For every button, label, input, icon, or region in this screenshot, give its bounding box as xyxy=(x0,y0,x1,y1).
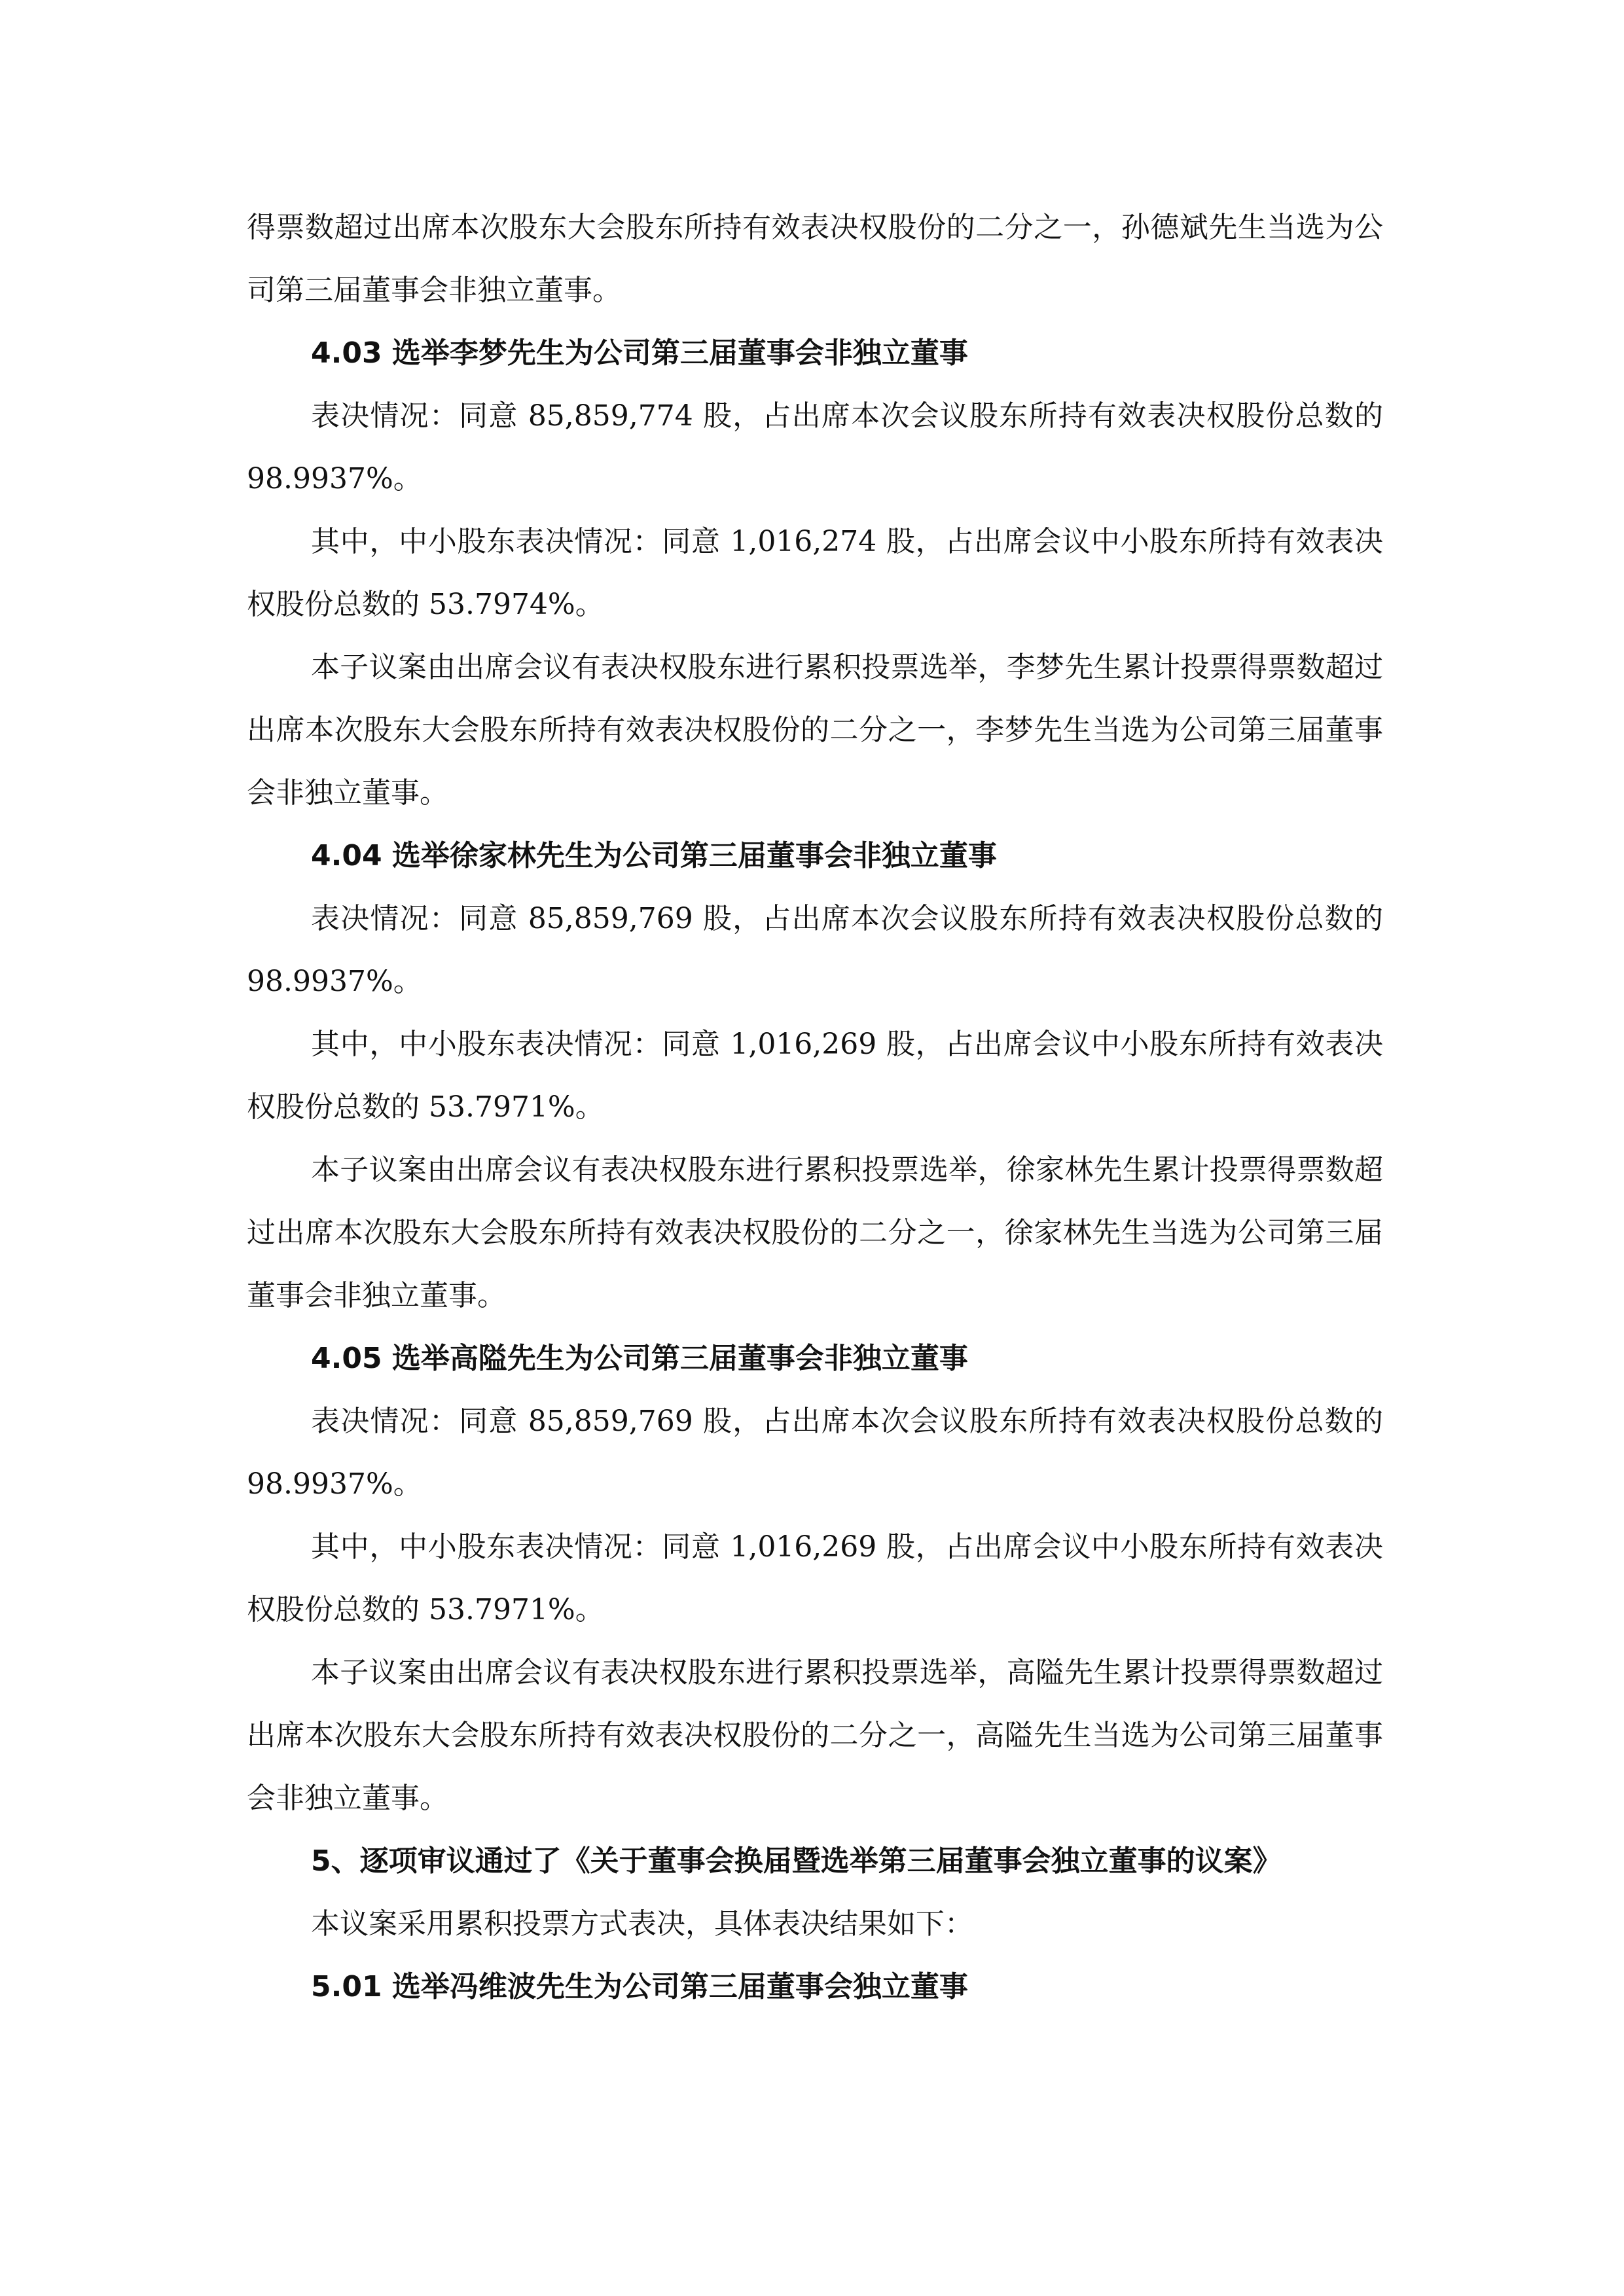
paragraph-minority-vote: 其中，中小股东表决情况：同意 1,016,274 股，占出席会议中小股东所持有效表决权股份总数的 53.7974%。 xyxy=(247,525,1383,621)
paragraph-vote-result: 表决情况：同意 85,859,769 股，占出席本次会议股东所持有效表决权股份总数的 98.9937%。 xyxy=(247,902,1383,998)
paragraph-minority-vote: 其中，中小股东表决情况：同意 1,016,269 股，占出席会议中小股东所持有效表决权股份总数的 53.7971%。 xyxy=(247,1530,1383,1626)
paragraph-election-result: 本子议案由出席会议有表决权股东进行累积投票选举，徐家林先生累计投票得票数超过出席本次股东大会股东所持有效表决权股份的二分之一，徐家林先生当选为公司第三届董事会非独立董事。 xyxy=(247,1153,1383,1312)
heading-4-04: 4.04 选举徐家林先生为公司第三届董事会非独立董事 xyxy=(311,839,997,872)
paragraph-election-result: 本子议案由出席会议有表决权股东进行累积投票选举，高隘先生累计投票得票数超过出席本次股东大会股东所持有效表决权股份的二分之一，高隘先生当选为公司第三届董事会非独立董事。 xyxy=(247,1656,1383,1815)
heading-4-05: 4.05 选举高隘先生为公司第三届董事会非独立董事 xyxy=(311,1342,968,1375)
paragraph-minority-vote: 其中，中小股东表决情况：同意 1,016,269 股，占出席会议中小股东所持有效表决权股份总数的 53.7971%。 xyxy=(247,1028,1383,1124)
paragraph-vote-result: 表决情况：同意 85,859,774 股，占出席本次会议股东所持有效表决权股份总数的 98.9937%。 xyxy=(247,399,1383,495)
paragraph-election-result: 本子议案由出席会议有表决权股东进行累积投票选举，李梦先生累计投票得票数超过出席本次股东大会股东所持有效表决权股份的二分之一，李梦先生当选为公司第三届董事会非独立董事。 xyxy=(247,651,1383,810)
paragraph-vote-result: 表决情况：同意 85,859,769 股，占出席本次会议股东所持有效表决权股份总数的 98.9937%。 xyxy=(247,1405,1383,1501)
paragraph-continuation: 得票数超过出席本次股东大会股东所持有效表决权股份的二分之一，孙德斌先生当选为公司第三届董事会非独立董事。 xyxy=(247,211,1383,307)
heading-4-03: 4.03 选举李梦先生为公司第三届董事会非独立董事 xyxy=(311,336,968,370)
paragraph-voting-method: 本议案采用累积投票方式表决，具体表决结果如下： xyxy=(311,1907,973,1941)
document-page xyxy=(247,196,1383,2018)
heading-section-5: 5、逐项审议通过了《关于董事会换届暨选举第三届董事会独立董事的议案》 xyxy=(311,1844,1282,1878)
heading-5-01: 5.01 选举冯维波先生为公司第三届董事会独立董事 xyxy=(311,1970,968,2003)
